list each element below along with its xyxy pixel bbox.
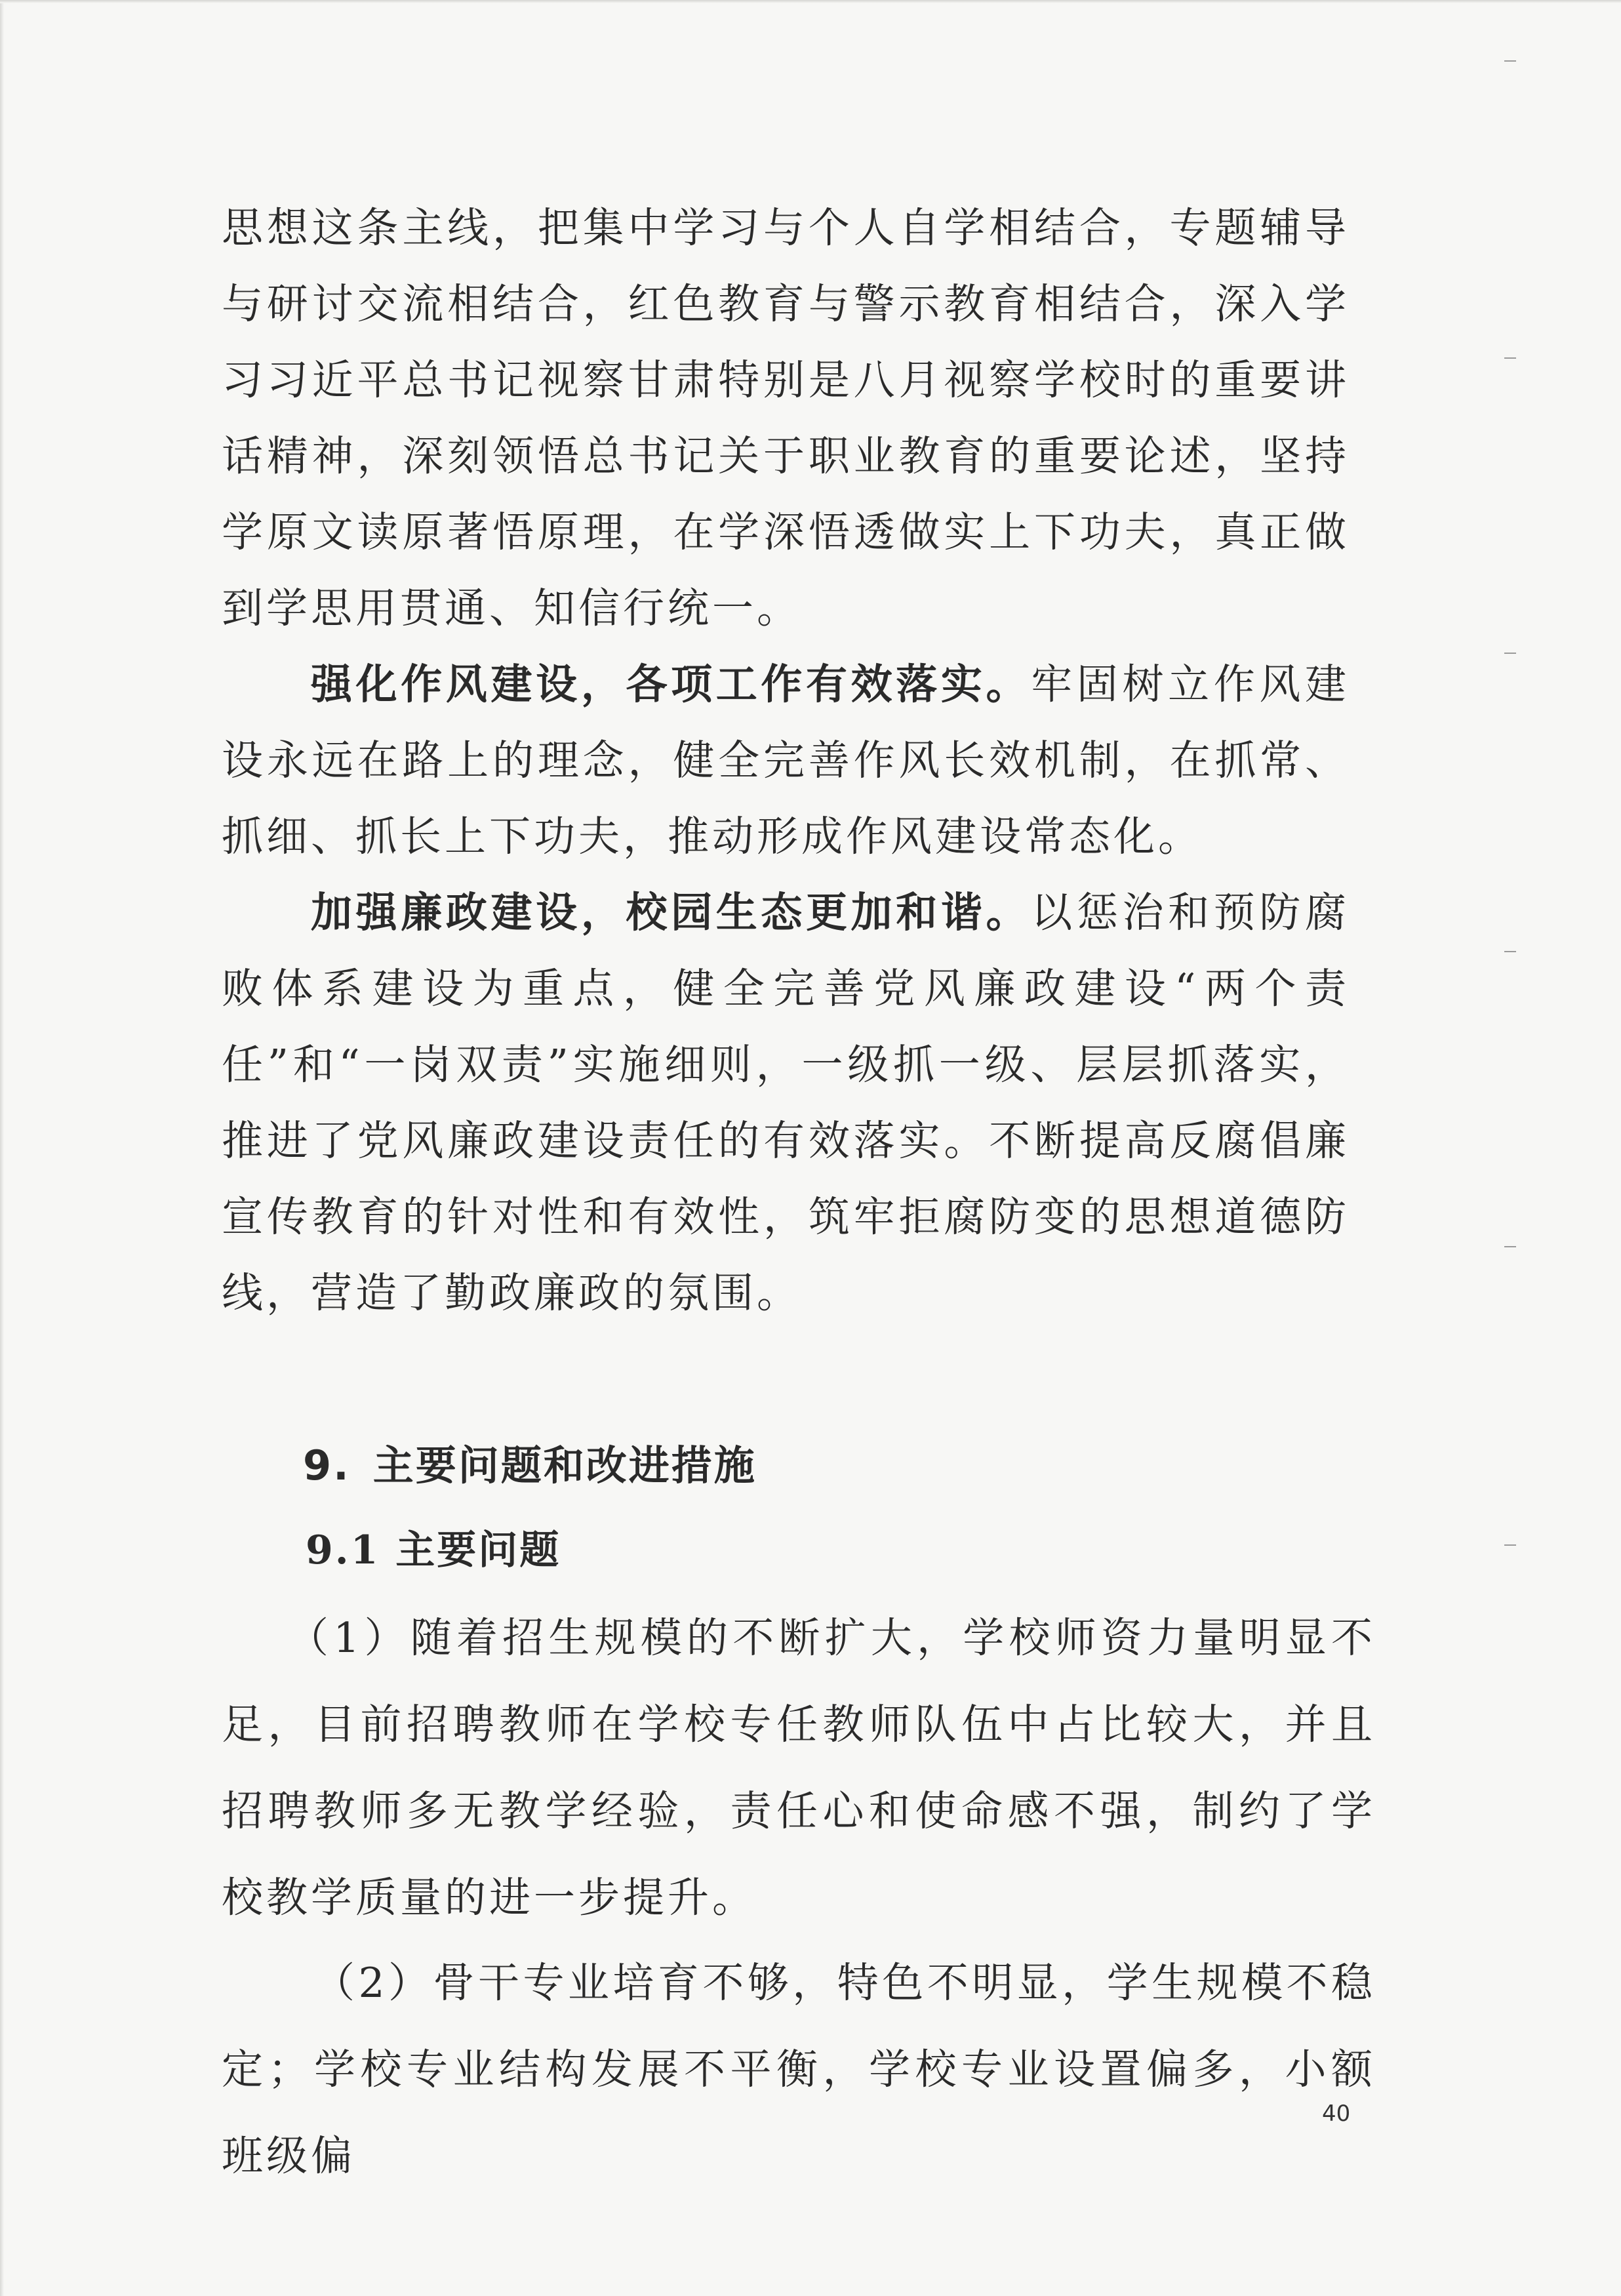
- section-title: 主要问题和改进措施: [372, 1441, 757, 1489]
- issue-item: （1）随着招生规模的不断扩大，学校师资力量明显不足，目前招聘教师在学校专任教师队伍中占比较大，并且招聘教师多无教学经验，责任心和使命感不强，制约了学校教学质量的进一步提升。: [222, 1614, 1376, 1922]
- scan-margin-mark: [1504, 1544, 1516, 1546]
- page-number: 40: [1322, 2101, 1351, 2127]
- scan-margin-mark: [1504, 951, 1516, 952]
- scan-edge-left: [0, 0, 4, 2296]
- issue-list-continued: [222, 1940, 1376, 2200]
- scan-margin-mark: [1504, 653, 1516, 654]
- paragraph-study: 思想这条主线，把集中学习与个人自学相结合，专题辅导与研讨交流相结合，红色教育与警示教育相结合，深入学习习近平总书记视察甘肃特别是八月视察学校时的重要讲话精神，深刻领悟总书记关于职业教育的重要论述，坚持学原文读原著悟原理，在学深悟透做实上下功夫，真正做到学思用贯通、知信行统一。: [222, 204, 1350, 632]
- paragraph-integrity: [222, 875, 1350, 1331]
- paragraph-body-work-style: 牢固树立作风建设永远在路上的理念，健全完善作风长效机制，在抓常、抓细、抓长上下功夫，推动形成作风建设常态化。: [222, 660, 1350, 860]
- issue-list: [222, 1595, 1376, 1941]
- section-number: 9.: [303, 1441, 351, 1489]
- scan-margin-mark: [1504, 1246, 1516, 1247]
- scan-margin-mark: [1504, 60, 1516, 62]
- scan-margin-mark: [1504, 357, 1516, 359]
- body-text: [222, 190, 1350, 1331]
- section-heading: [303, 1433, 757, 1491]
- paragraph-lead-integrity: 加强廉政建设，校园生态更加和谐。: [311, 889, 1031, 937]
- paragraph-body-integrity: 以惩治和预防腐败体系建设为重点，健全完善党风廉政建设“两个责任”和“一岗双责”实施细则，一级抓一级、层层抓落实，推进了党风廉政建设责任的有效落实。不断提高反腐倡廉宣传教育的针对性和有效性，筑牢拒腐防变的思想道德防线，营造了勤政廉政的氛围。: [222, 889, 1350, 1317]
- scan-edge-top: [0, 0, 1621, 3]
- subsection-heading: 9.1 主要问题: [306, 1527, 561, 1573]
- paragraph-work-style: [222, 647, 1350, 875]
- issue-item: （2）骨干专业培育不够，特色不明显，学生规模不稳定；学校专业结构发展不平衡，学校专业设置偏多，小额班级偏: [222, 1959, 1376, 2180]
- paragraph-lead-work-style: 强化作风建设，各项工作有效落实。: [311, 660, 1031, 708]
